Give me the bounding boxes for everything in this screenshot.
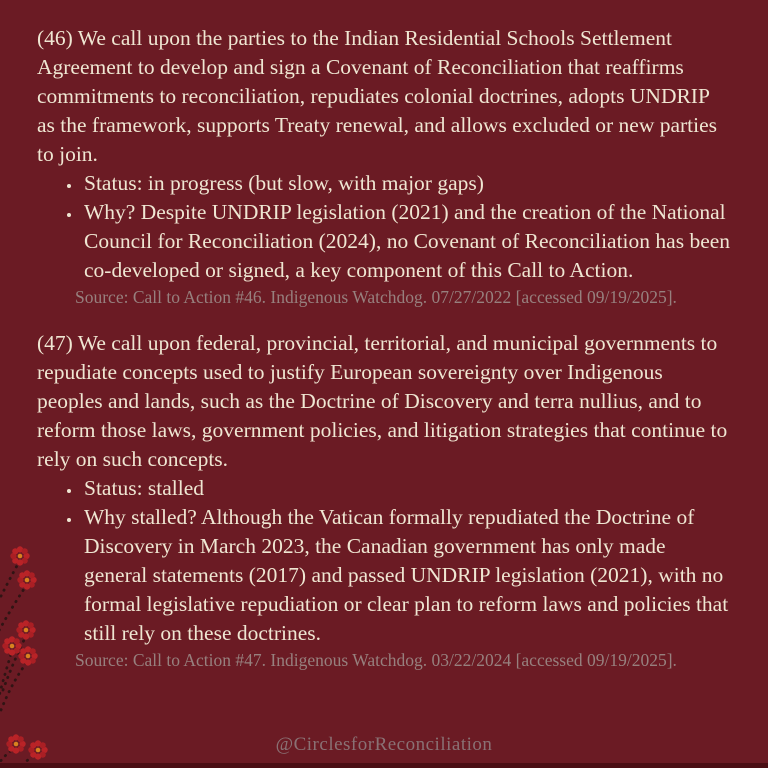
berry-flower: [18, 646, 37, 665]
call-46-status-item: • Status: in progress (but slow, with major gaps): [82, 169, 731, 198]
berry-flower: [17, 570, 36, 589]
call-46-source-citation: Source: Call to Action #46. Indigenous Watchdog. 07/27/2022 [accessed 09/19/2025].: [75, 287, 677, 307]
call-47-source-citation: Source: Call to Action #47. Indigenous Watchdog. 03/22/2024 [accessed 09/19/2025].: [75, 650, 677, 670]
call-47-paragraph: (47) We call upon federal, provincial, territorial, and municipal governments to repudiate concepts used to justify European sovereignty over Indigenous peoples and lands, such as the Doctrine of Discovery and terra nullius, and to reform those laws, government policies, and litigation strategies that continue to rely on such concepts.: [37, 331, 728, 471]
berry-flower: [16, 620, 35, 639]
call-46-paragraph: (46) We call upon the parties to the Indian Residential Schools Settlement Agreement to develop and sign a Covenant of Reconciliation that reaffirms commitments to reconciliation, repudiates colonial doctrines, adopts UNDRIP as the framework, supports Treaty renewal, and allows excluded or new parties to join.: [37, 26, 718, 166]
call-47-status-item: • Status: stalled: [82, 474, 731, 503]
main-text-area: [37, 24, 731, 671]
berry-flower: [2, 636, 21, 655]
call-to-action-47: [37, 329, 731, 671]
call-46-why-item: • Why? Despite UNDRIP legislation (2021) and the creation of the National Council for Reconciliation (2024), no Covenant of Reconciliation has been co-developed or signed, a key component of this Call to Action.: [82, 198, 731, 285]
bottom-edge-bar: [0, 763, 768, 768]
call-47-bullet-list: [37, 474, 731, 648]
berry-flower: [10, 546, 29, 565]
call-47-why-item: • Why stalled? Although the Vatican formally repudiated the Doctrine of Discovery in March 2023, the Canadian government has only made general statements (2017) and passed UNDRIP legislation (2021), with no formal legislative repudiation or clear plan to reform laws and policies that still rely on these doctrines.: [82, 503, 731, 648]
call-46-bullet-list: [37, 169, 731, 285]
call-to-action-46: [37, 24, 731, 308]
social-handle-watermark: @CirclesforReconciliation: [275, 734, 493, 755]
